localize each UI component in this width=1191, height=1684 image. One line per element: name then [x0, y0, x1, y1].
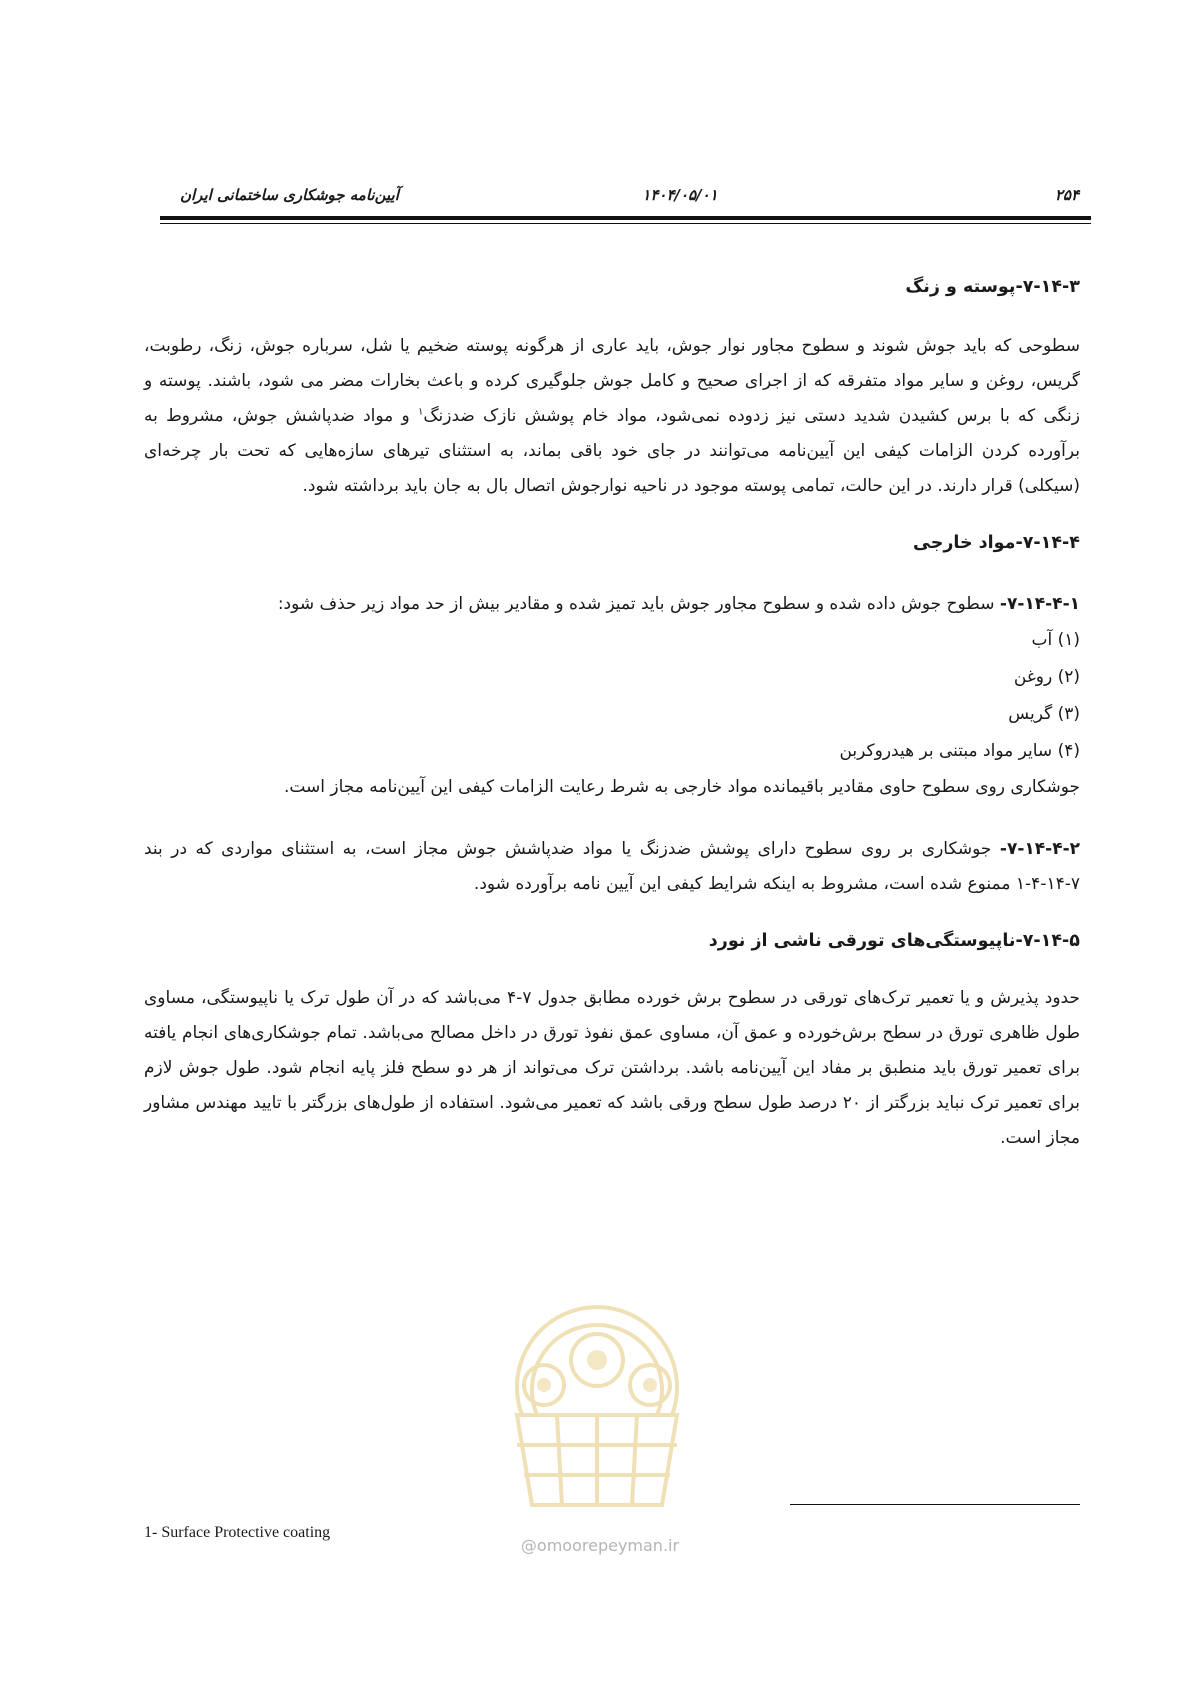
section-heading-scale-and-rust: ۷-۱۴-۳-پوسته و زنگ — [905, 277, 1080, 297]
watermark-url: @omoorepeyman.ir — [520, 1536, 680, 1555]
header-date: ۱۴۰۴/۰۵/۰۱ — [642, 186, 718, 204]
header-rule-thick — [160, 216, 1091, 220]
footnote: 1- Surface Protective coating — [144, 1524, 331, 1541]
paragraph-part: سطوحی که باید جوش شوند و سطوح مجاور نوار جوش، باید عاری از هرگونه پوسته ضخیم یا شل، سرباره جوش، زنگ، رطوبت، گریس، روغن و سایر مواد متفرقه که از اجرای صحیح و کامل جوش جلوگیری کرده و باعث بخارات مضر می شود، باشند. پوسته و زنگی که با برس کشیدن شدید دستی نیز زدوده نمی‌شود، مواد خام پوشش نازک ضدزنگ — [144, 336, 1080, 426]
header-rule-thin — [160, 223, 1091, 224]
paragraph-part: و مواد ضدپاشش جوش، مشروط به برآورده کردن الزامات کیفی این آیین‌نامه می‌توانند در جای خود باقی بماند، به استثنای تیرهای سازه‌هایی که تحت بار چرخه‌ای (سیکلی) قرار دارند. در این حالت، تمامی پوسته موجود در ناحیه نوارجوش اتصال بال به جان باید برداشته شود. — [144, 406, 1080, 496]
page-number: ۲۵۴ — [1054, 186, 1079, 204]
section-heading-foreign-materials: ۷-۱۴-۴-مواد خارجی — [913, 533, 1080, 553]
footnote-rule — [790, 1504, 1080, 1505]
running-header — [160, 186, 1091, 208]
list-item: (۱) آب — [1031, 630, 1080, 650]
list-item: (۲) روغن — [1013, 667, 1080, 687]
footnote-reference[interactable]: ۱ — [417, 406, 424, 418]
clause-text: سطوح جوش داده شده و سطوح مجاور جوش باید تمیز شده و مقادیر بیش از حد مواد زیر حذف شود: — [277, 594, 1000, 614]
header-title: آیین‌نامه جوشکاری ساختمانی ایران — [180, 186, 399, 204]
clause-4-1-closing: جوشکاری روی سطوح حاوی مقادیر باقیمانده مواد خارجی به شرط رعایت الزامات کیفی این آیین‌نامه مجاز است. — [283, 777, 1080, 797]
clause-4-1 — [144, 587, 1080, 622]
section-paragraph-lamination: حدود پذیرش و یا تعمیر ترک‌های تورقی در سطوح برش خورده مطابق جدول ۷-۴ می‌باشد که در آن طول ترک یا ناپیوستگی، مساوی طول ظاهری تورق در سطح برش‌خورده و عمق آن، مساوی عمق نفوذ تورق در داخل مصالح می‌باشد. تمام جوشکاری‌های انجام یافته برای تعمیر تورق باید منطبق بر مفاد این آیین‌نامه باشد. برداشتن ترک می‌تواند از هر دو سطح فلز پایه انجام شود. طول جوش لازم برای تعمیر ترک نباید بزرگتر از ۲۰ درصد طول سطح ورقی باشد که تعمیر می‌شود. استفاده از طول‌های بزرگتر با تایید مهندس مشاور مجاز است. — [144, 988, 1080, 1148]
clause-4-2 — [144, 832, 1080, 902]
list-item: (۴) سایر مواد مبتنی بر هیدروکربن — [839, 741, 1080, 761]
watermark-seal-icon — [482, 1265, 712, 1525]
section-paragraph-scale-and-rust — [144, 329, 1080, 504]
clause-text: جوشکاری بر روی سطوح دارای پوشش ضدزنگ یا مواد ضدپاشش جوش مجاز است، به استثنای مواردی که در بند ۷-۱۴-۴-۱ ممنوع شده است، مشروط به اینکه شرایط کیفی این آیین نامه برآورده شود. — [144, 839, 1080, 894]
clause-number: ۷-۱۴-۴-۲- — [999, 839, 1080, 859]
section-heading-lamination: ۷-۱۴-۵-ناپیوستگی‌های تورقی ناشی از نورد — [708, 931, 1080, 951]
body-text — [144, 270, 1080, 1156]
list-item: (۳) گریس — [1008, 704, 1080, 724]
clause-number: ۷-۱۴-۴-۱- — [999, 594, 1080, 614]
